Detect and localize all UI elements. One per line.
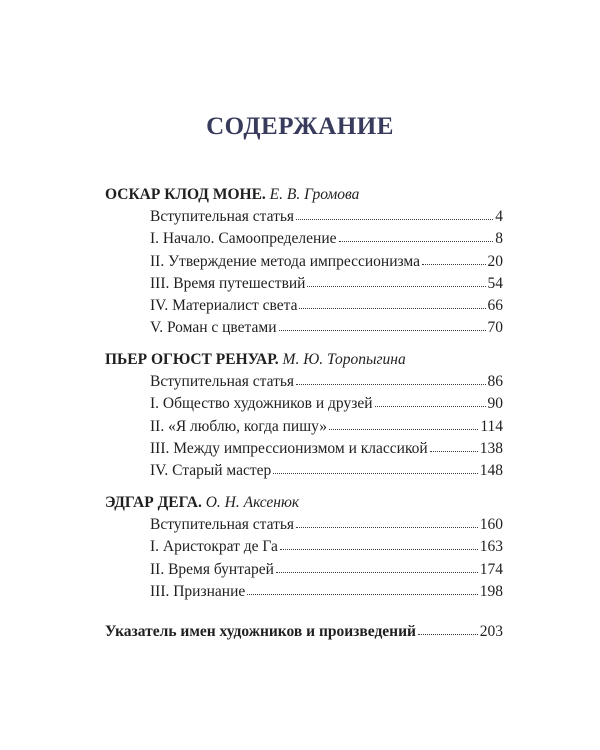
section-heading bbox=[105, 184, 503, 206]
entry-label: III. Между импрессионизмом и классикой bbox=[150, 439, 428, 457]
entry-page: 138 bbox=[479, 439, 503, 457]
toc-entry[interactable] bbox=[150, 393, 503, 415]
entry-page: 174 bbox=[479, 560, 503, 578]
entry-page: 163 bbox=[479, 538, 503, 556]
entry-label: III. Время путешествий bbox=[150, 274, 306, 292]
toc-entry[interactable] bbox=[150, 273, 503, 295]
section-heading bbox=[105, 349, 503, 371]
dot-leader bbox=[276, 558, 478, 573]
entry-label: Вступительная статья bbox=[150, 208, 295, 225]
entry-page: 160 bbox=[479, 516, 503, 533]
dot-leader bbox=[247, 580, 478, 595]
entry-label: I. Общество художников и друзей bbox=[150, 395, 373, 413]
entry-page: 86 bbox=[487, 373, 503, 390]
toc-entry[interactable] bbox=[150, 438, 503, 460]
entry-label: Вступительная статья bbox=[150, 373, 295, 390]
toc-entry[interactable] bbox=[150, 295, 503, 317]
toc-section-degas bbox=[105, 492, 503, 603]
section-author: М. Ю. Торопыгина bbox=[282, 351, 406, 368]
entry-page: 66 bbox=[487, 297, 503, 315]
toc-entry[interactable] bbox=[150, 228, 503, 250]
toc-entry[interactable] bbox=[150, 317, 503, 339]
toc-entry[interactable] bbox=[150, 206, 503, 228]
entry-label: IV. Старый мастер bbox=[150, 462, 272, 480]
entry-page: 148 bbox=[479, 462, 503, 480]
toc-entry[interactable] bbox=[150, 581, 503, 603]
entry-label: II. «Я люблю, когда пишу» bbox=[150, 417, 328, 435]
index-label: Указатель имен художников и произведений bbox=[105, 623, 416, 640]
dot-leader bbox=[296, 205, 493, 220]
dot-leader bbox=[339, 227, 494, 242]
section-entries bbox=[150, 371, 503, 482]
toc-entry[interactable] bbox=[150, 371, 503, 393]
section-artist: ОСКАР КЛОД МОНЕ. bbox=[105, 186, 266, 203]
dot-leader bbox=[430, 437, 478, 452]
section-artist: ЭДГАР ДЕГА. bbox=[105, 494, 202, 511]
toc-entry[interactable] bbox=[150, 416, 503, 438]
entry-label: I. Аристократ де Га bbox=[150, 538, 278, 556]
entry-label: Вступительная статья bbox=[150, 516, 295, 533]
dot-leader bbox=[422, 250, 486, 265]
toc-section-renoir bbox=[105, 349, 503, 482]
dot-leader bbox=[375, 392, 486, 407]
toc-entry[interactable] bbox=[150, 514, 503, 536]
section-entries bbox=[150, 514, 503, 603]
entry-page: 4 bbox=[495, 208, 503, 225]
entry-label: II. Утверждение метода импрессионизма bbox=[150, 252, 420, 270]
section-entries bbox=[150, 206, 503, 340]
entry-label: V. Роман с цветами bbox=[150, 319, 277, 337]
entry-page: 8 bbox=[495, 230, 503, 248]
dot-leader bbox=[329, 415, 478, 430]
section-artist: ПЬЕР ОГЮСТ РЕНУАР. bbox=[105, 351, 279, 368]
toc-index-entry[interactable] bbox=[105, 621, 503, 643]
toc-section-monet bbox=[105, 184, 503, 340]
entry-label: IV. Материалист света bbox=[150, 297, 298, 315]
dot-leader bbox=[280, 535, 478, 550]
toc-entry[interactable] bbox=[150, 559, 503, 581]
dot-leader bbox=[296, 513, 478, 528]
entry-label: I. Начало. Самоопределение bbox=[150, 230, 337, 248]
entry-page: 198 bbox=[479, 582, 503, 600]
entry-page: 114 bbox=[480, 417, 503, 435]
section-heading bbox=[105, 492, 503, 514]
index-page: 203 bbox=[479, 623, 503, 640]
entry-page: 54 bbox=[487, 274, 503, 292]
toc-entry[interactable] bbox=[150, 460, 503, 482]
toc-entry[interactable] bbox=[150, 251, 503, 273]
entry-page: 20 bbox=[487, 252, 503, 270]
dot-leader bbox=[307, 272, 485, 287]
section-author: О. Н. Аксенюк bbox=[205, 494, 300, 511]
entry-label: II. Время бунтарей bbox=[150, 560, 274, 578]
page-title: СОДЕРЖАНИЕ bbox=[206, 113, 394, 140]
entry-label: III. Признание bbox=[150, 582, 246, 600]
section-author: Е. В. Громова bbox=[269, 186, 360, 203]
dot-leader bbox=[418, 620, 478, 635]
toc-entry[interactable] bbox=[150, 536, 503, 558]
dot-leader bbox=[299, 294, 485, 309]
entry-page: 90 bbox=[487, 395, 503, 413]
dot-leader bbox=[279, 316, 486, 331]
dot-leader bbox=[273, 459, 477, 474]
entry-page: 70 bbox=[487, 319, 503, 337]
dot-leader bbox=[296, 370, 485, 385]
